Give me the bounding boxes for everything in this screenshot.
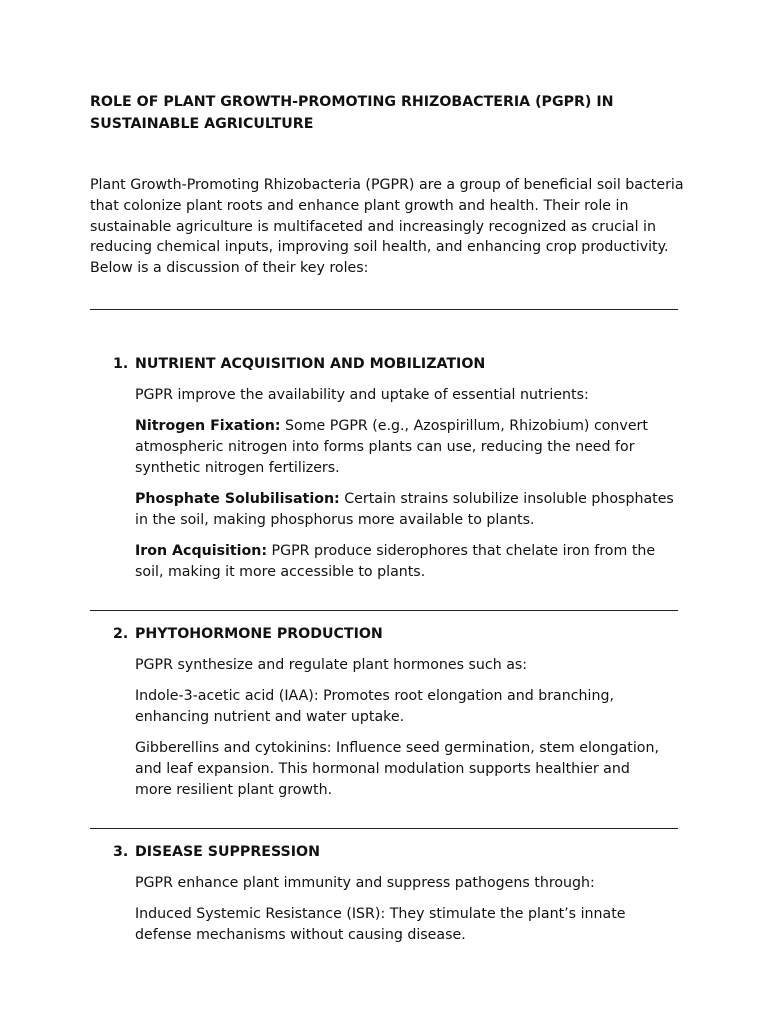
document-title: ROLE OF PLANT GROWTH-PROMOTING RHIZOBACTERIA (PGPR) IN SUSTAINABLE AGRICULTURE [90,94,614,132]
section-title: PHYTOHORMONE PRODUCTION [135,626,383,642]
bullet-term: Nitrogen Fixation: [135,418,281,434]
section-lead: PGPR improve the availability and uptake of essential nutrients: [135,387,589,403]
section-number: 3. [113,844,129,860]
section-title: NUTRIENT ACQUISITION AND MOBILIZATION [135,356,486,372]
divider [90,828,678,829]
bullet-text: PGPR produce siderophores that chelate iron from the soil, making it more accessible to plants. [135,543,656,580]
section-heading-2 [113,624,383,644]
section-number: 1. [113,356,129,372]
intro-paragraph: Plant Growth-Promoting Rhizobacteria (PGPR) are a group of beneficial soil bacteria that colonize plant roots and enhance plant growth and health. Their role in sustainable agriculture is multifaceted and increasingly recognized as crucial in reducing chemical inputs, improving soil health, and enhancing crop productivity. Below is a discussion of their key roles: [90,177,684,277]
section-number: 2. [113,626,129,642]
bullet-gibberellins: Gibberellins and cytokinins: Influence seed germination, stem elongation, and leaf expansion. This hormonal modulation supports healthier and more resilient plant growth. [135,740,659,798]
bullet-nitrogen-fixation [135,416,680,478]
section-heading-1 [113,354,485,374]
section-lead: PGPR enhance plant immunity and suppress pathogens through: [135,875,595,891]
bullet-phosphate-solubilisation [135,489,680,531]
section-heading-3 [113,842,320,862]
bullet-isr: Induced Systemic Resistance (ISR): They stimulate the plant’s innate defense mechanisms without causing disease. [135,906,626,943]
section-lead: PGPR synthesize and regulate plant hormones such as: [135,657,528,673]
bullet-term: Iron Acquisition: [135,543,268,559]
bullet-text: Some PGPR (e.g., Azospirillum, Rhizobium) convert atmospheric nitrogen into forms plants can use, reducing the need for synthetic nitrogen fertilizers. [135,418,648,476]
bullet-text: Certain strains solubilize insoluble phosphates in the soil, making phosphorus more available to plants. [135,491,674,528]
divider [90,309,678,310]
bullet-iron-acquisition [135,541,680,583]
section-title: DISEASE SUPPRESSION [135,844,320,860]
bullet-iaa: Indole-3-acetic acid (IAA): Promotes root elongation and branching, enhancing nutrient and water uptake. [135,688,614,725]
bullet-term: Phosphate Solubilisation: [135,491,340,507]
divider [90,610,678,611]
